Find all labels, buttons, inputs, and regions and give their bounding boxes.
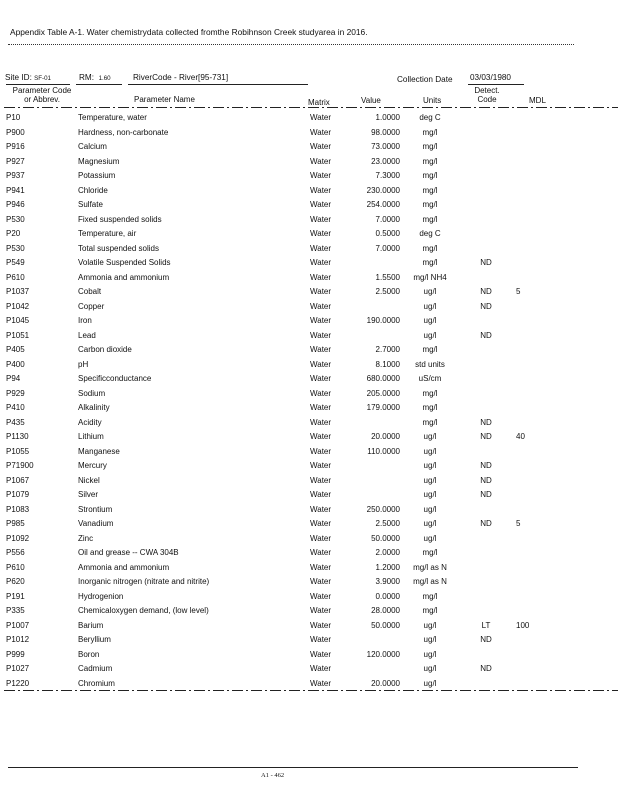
value-cell: 8.1000 bbox=[375, 359, 400, 369]
table-row bbox=[0, 648, 618, 663]
param-code-cell: P530 bbox=[6, 243, 25, 253]
collection-date-label: Collection Date bbox=[397, 75, 453, 84]
detect-code-cell: ND bbox=[480, 417, 492, 427]
table-row bbox=[0, 430, 618, 445]
value-cell: 73.0000 bbox=[371, 142, 400, 151]
units-cell: ug/l bbox=[423, 620, 437, 630]
detect-code-cell: ND bbox=[480, 287, 492, 296]
param-name-cell: Mercury bbox=[78, 461, 107, 470]
col-header-mdl: MDL bbox=[529, 96, 546, 105]
units-cell: ug/l bbox=[423, 533, 437, 543]
value-cell: 1.2000 bbox=[375, 562, 400, 572]
units-cell: ug/l bbox=[423, 678, 437, 688]
param-name-cell: Zinc bbox=[78, 533, 94, 543]
param-code-cell: P549 bbox=[6, 258, 25, 267]
value-cell: 1.0000 bbox=[375, 113, 400, 122]
date-underline bbox=[468, 84, 524, 85]
header-divider bbox=[4, 107, 618, 108]
value-cell: 120.0000 bbox=[366, 649, 400, 659]
matrix-cell: Water bbox=[310, 562, 332, 572]
site-underline bbox=[6, 84, 70, 85]
value-cell: 680.0000 bbox=[366, 374, 400, 383]
units-cell: ug/l bbox=[423, 504, 437, 514]
param-code-cell: P191 bbox=[6, 591, 25, 601]
table-row bbox=[0, 517, 618, 532]
table-title: Appendix Table A-1. Water chemistrydata collected fromthe Robihnson Creek studyarea in 2016. bbox=[10, 27, 368, 37]
param-name-cell: Silver bbox=[78, 490, 99, 499]
table-row bbox=[0, 169, 618, 184]
param-name-cell: Lead bbox=[78, 330, 96, 340]
units-cell: mg/l bbox=[422, 200, 438, 209]
matrix-cell: Water bbox=[310, 243, 332, 253]
matrix-cell: Water bbox=[310, 678, 332, 688]
param-name-cell: Chemicaloxygen demand, (low level) bbox=[78, 606, 209, 615]
param-code-cell: P941 bbox=[6, 185, 25, 195]
param-code-cell: P400 bbox=[6, 359, 25, 369]
param-code-cell: P1083 bbox=[6, 504, 30, 514]
param-name-cell: Magnesium bbox=[78, 156, 120, 166]
param-name-cell: Lithium bbox=[78, 432, 104, 441]
units-cell: mg/l NH4 bbox=[413, 272, 447, 282]
param-code-cell: P435 bbox=[6, 417, 25, 427]
matrix-cell: Water bbox=[310, 490, 332, 499]
table-row bbox=[0, 633, 618, 648]
param-name-cell: Alkalinity bbox=[78, 403, 110, 412]
param-code-cell: P1012 bbox=[6, 635, 30, 644]
table-row bbox=[0, 285, 618, 300]
table-row bbox=[0, 546, 618, 561]
mdl-cell: 100 bbox=[516, 620, 530, 630]
units-cell: ug/l bbox=[423, 475, 437, 485]
units-cell: ug/l bbox=[423, 649, 437, 659]
param-code-cell: P1055 bbox=[6, 446, 30, 456]
table-row bbox=[0, 198, 618, 213]
value-cell: 98.0000 bbox=[371, 127, 400, 137]
param-code-cell: P1051 bbox=[6, 330, 30, 340]
param-code-cell: P1130 bbox=[6, 432, 29, 441]
value-cell: 3.9000 bbox=[375, 577, 400, 586]
param-code-cell: P916 bbox=[6, 142, 25, 151]
matrix-cell: Water bbox=[310, 417, 332, 427]
param-code-cell: P10 bbox=[6, 113, 21, 122]
matrix-cell: Water bbox=[310, 475, 332, 485]
matrix-cell: Water bbox=[310, 301, 332, 311]
param-name-cell: Potassium bbox=[78, 171, 116, 180]
units-cell: mg/l bbox=[422, 127, 438, 137]
site-id bbox=[5, 73, 51, 82]
matrix-cell: Water bbox=[310, 533, 332, 543]
col-header-param-name: Parameter Name bbox=[134, 95, 195, 104]
param-name-cell: Temperature, water bbox=[78, 113, 147, 122]
table-row bbox=[0, 401, 618, 416]
detect-code-cell: ND bbox=[480, 519, 492, 528]
table-row bbox=[0, 387, 618, 402]
param-code-cell: P937 bbox=[6, 171, 25, 180]
detect-code-cell: ND bbox=[480, 301, 492, 311]
units-cell: std units bbox=[415, 359, 445, 369]
detect-code-cell: ND bbox=[480, 330, 492, 340]
param-name-cell: Temperature, air bbox=[78, 229, 137, 238]
param-name-cell: Strontium bbox=[78, 504, 113, 514]
table-row bbox=[0, 155, 618, 170]
river-mile bbox=[79, 73, 111, 82]
value-cell: 205.0000 bbox=[366, 388, 400, 398]
units-cell: mg/l bbox=[422, 142, 438, 151]
matrix-cell: Water bbox=[310, 504, 332, 514]
units-cell: mg/l as N bbox=[413, 562, 447, 572]
param-code-cell: P71900 bbox=[6, 461, 34, 470]
detect-code-cell: ND bbox=[480, 432, 492, 441]
param-name-cell: Beryllium bbox=[78, 635, 111, 644]
param-code-cell: P999 bbox=[6, 649, 25, 659]
col-header-param-code: Parameter Code or Abbrev. bbox=[12, 86, 72, 104]
table-row bbox=[0, 619, 618, 634]
site-id-label: Site ID: bbox=[5, 73, 32, 82]
matrix-cell: Water bbox=[310, 185, 332, 195]
value-cell: 110.0000 bbox=[367, 446, 400, 456]
units-cell: mg/l bbox=[422, 171, 438, 180]
param-name-cell: Nickel bbox=[78, 475, 100, 485]
value-cell: 7.0000 bbox=[375, 214, 400, 224]
table-row bbox=[0, 416, 618, 431]
detect-code-cell: ND bbox=[480, 475, 492, 485]
value-cell: 50.0000 bbox=[371, 620, 400, 630]
matrix-cell: Water bbox=[310, 591, 332, 601]
matrix-cell: Water bbox=[310, 200, 332, 209]
units-cell: mg/l bbox=[422, 214, 438, 224]
units-cell: mg/l bbox=[422, 156, 438, 166]
table-row bbox=[0, 111, 618, 126]
matrix-cell: Water bbox=[310, 287, 332, 296]
param-name-cell: Sodium bbox=[78, 388, 106, 398]
value-cell: 20.0000 bbox=[371, 432, 400, 441]
param-name-cell: Ammonia and ammonium bbox=[78, 272, 170, 282]
param-code-cell: P405 bbox=[6, 345, 25, 354]
param-name-cell: Carbon dioxide bbox=[78, 345, 132, 354]
table-row bbox=[0, 575, 618, 590]
units-cell: ug/l bbox=[423, 461, 437, 470]
value-cell: 20.0000 bbox=[371, 678, 400, 688]
site-id-value: SF-01 bbox=[34, 75, 51, 82]
collection-date-value: 03/03/1980 bbox=[470, 73, 511, 82]
matrix-cell: Water bbox=[310, 345, 332, 354]
param-code-cell: P1045 bbox=[6, 316, 30, 325]
matrix-cell: Water bbox=[310, 461, 332, 470]
table-row bbox=[0, 213, 618, 228]
table-row bbox=[0, 126, 618, 141]
units-cell: deg C bbox=[419, 229, 441, 238]
table-row bbox=[0, 590, 618, 605]
table-row bbox=[0, 503, 618, 518]
title-dotted-divider bbox=[8, 44, 574, 45]
param-code-cell: P1079 bbox=[6, 490, 30, 499]
rm-value: 1.60 bbox=[98, 75, 111, 82]
param-code-cell: P1037 bbox=[6, 287, 30, 296]
detect-code-cell: ND bbox=[480, 664, 492, 673]
matrix-cell: Water bbox=[310, 359, 332, 369]
footer-rule bbox=[8, 767, 578, 768]
col-header-detect-code: Detect. Code bbox=[474, 86, 500, 104]
table-bottom-divider bbox=[4, 690, 618, 691]
param-name-cell: Chromium bbox=[78, 678, 115, 688]
matrix-cell: Water bbox=[310, 156, 332, 166]
value-cell: 2.7000 bbox=[375, 345, 400, 354]
param-name-cell: Specificconductance bbox=[78, 374, 152, 383]
col-header-matrix: Matrix bbox=[308, 98, 330, 107]
matrix-cell: Water bbox=[310, 388, 332, 398]
units-cell: deg C bbox=[419, 113, 441, 122]
units-cell: ug/l bbox=[423, 330, 437, 340]
detect-code-cell: LT bbox=[481, 620, 491, 630]
param-name-cell: Sulfate bbox=[78, 200, 103, 209]
param-code-cell: P20 bbox=[6, 229, 21, 238]
value-cell: 50.0000 bbox=[371, 533, 400, 543]
units-cell: mg/l bbox=[422, 403, 438, 412]
value-cell: 23.0000 bbox=[371, 156, 400, 166]
table-row bbox=[0, 256, 618, 271]
units-cell: mg/l bbox=[422, 258, 438, 267]
mdl-cell: 5 bbox=[516, 287, 521, 296]
param-code-cell: P556 bbox=[6, 548, 25, 557]
value-cell: 250.0000 bbox=[366, 504, 400, 514]
matrix-cell: Water bbox=[310, 403, 332, 412]
table-row bbox=[0, 140, 618, 155]
col-header-value: Value bbox=[361, 96, 381, 105]
page-number: A1 - 462 bbox=[261, 772, 285, 779]
units-cell: mg/l bbox=[422, 417, 438, 427]
param-name-cell: Ammonia and ammonium bbox=[78, 562, 170, 572]
param-code-cell: P335 bbox=[6, 606, 25, 615]
matrix-cell: Water bbox=[310, 446, 332, 456]
value-cell: 0.5000 bbox=[375, 229, 400, 238]
param-code-cell: P610 bbox=[6, 562, 25, 572]
param-name-cell: Manganese bbox=[78, 446, 120, 456]
param-name-cell: Fixed suspended solids bbox=[78, 214, 162, 224]
matrix-cell: Water bbox=[310, 432, 332, 441]
param-name-cell: Volatile Suspended Solids bbox=[78, 258, 171, 267]
param-name-cell: Copper bbox=[78, 301, 105, 311]
param-code-cell: P1042 bbox=[6, 301, 30, 311]
mdl-cell: 5 bbox=[516, 519, 521, 528]
param-code-cell: P1220 bbox=[6, 678, 30, 688]
param-name-cell: Cobalt bbox=[78, 287, 102, 296]
table-row bbox=[0, 604, 618, 619]
matrix-cell: Water bbox=[310, 606, 332, 615]
param-code-cell: P929 bbox=[6, 388, 25, 398]
param-code-cell: P946 bbox=[6, 200, 25, 209]
table-row bbox=[0, 445, 618, 460]
table-row bbox=[0, 677, 618, 692]
value-cell: 179.0000 bbox=[366, 403, 400, 412]
param-code-cell: P1027 bbox=[6, 664, 30, 673]
value-cell: 190.0000 bbox=[366, 316, 400, 325]
value-cell: 2.5000 bbox=[375, 287, 400, 296]
value-cell: 2.5000 bbox=[375, 519, 400, 528]
param-name-cell: Calcium bbox=[78, 142, 107, 151]
matrix-cell: Water bbox=[310, 548, 332, 557]
table-row bbox=[0, 488, 618, 503]
param-code-cell: P620 bbox=[6, 577, 25, 586]
param-code-cell: P410 bbox=[6, 403, 25, 412]
table-row bbox=[0, 459, 618, 474]
units-cell: ug/l bbox=[423, 301, 437, 311]
units-cell: ug/l bbox=[423, 446, 437, 456]
table-row bbox=[0, 227, 618, 242]
value-cell: 7.3000 bbox=[375, 171, 400, 180]
matrix-cell: Water bbox=[310, 258, 332, 267]
units-cell: ug/l bbox=[423, 432, 437, 441]
matrix-cell: Water bbox=[310, 635, 332, 644]
matrix-cell: Water bbox=[310, 649, 332, 659]
param-code-cell: P610 bbox=[6, 272, 25, 282]
units-cell: mg/l bbox=[422, 243, 438, 253]
value-cell: 254.0000 bbox=[366, 200, 400, 209]
value-cell: 7.0000 bbox=[375, 243, 400, 253]
param-name-cell: Cadmium bbox=[78, 664, 113, 673]
value-cell: 1.5500 bbox=[375, 272, 400, 282]
detect-code-cell: ND bbox=[480, 635, 492, 644]
param-name-cell: Oil and grease -- CWA 304B bbox=[78, 548, 179, 557]
matrix-cell: Water bbox=[310, 577, 332, 586]
param-name-cell: Inorganic nitrogen (nitrate and nitrite) bbox=[78, 577, 210, 586]
rm-underline bbox=[76, 84, 122, 85]
param-name-cell: Hardness, non-carbonate bbox=[78, 127, 169, 137]
matrix-cell: Water bbox=[310, 620, 332, 630]
units-cell: ug/l bbox=[423, 490, 437, 499]
matrix-cell: Water bbox=[310, 664, 332, 673]
table-row bbox=[0, 372, 618, 387]
table-row bbox=[0, 474, 618, 489]
matrix-cell: Water bbox=[310, 171, 332, 180]
units-cell: mg/l bbox=[422, 548, 438, 557]
matrix-cell: Water bbox=[310, 316, 332, 325]
units-cell: mg/l bbox=[422, 345, 438, 354]
detect-code-cell: ND bbox=[480, 258, 492, 267]
units-cell: ug/l bbox=[423, 664, 437, 673]
table-row bbox=[0, 358, 618, 373]
param-name-cell: Total suspended solids bbox=[78, 243, 159, 253]
matrix-cell: Water bbox=[310, 330, 332, 340]
param-code-cell: P1007 bbox=[6, 620, 30, 630]
param-code-cell: P94 bbox=[6, 374, 21, 383]
col-header-units: Units bbox=[423, 96, 442, 105]
units-cell: ug/l bbox=[423, 287, 437, 296]
units-cell: ug/l bbox=[423, 316, 437, 325]
matrix-cell: Water bbox=[310, 113, 332, 122]
units-cell: ug/l bbox=[423, 635, 437, 644]
param-name-cell: Hydrogenion bbox=[78, 591, 124, 601]
rm-label: RM: bbox=[79, 73, 95, 82]
param-code-cell: P985 bbox=[6, 519, 25, 528]
table-row bbox=[0, 329, 618, 344]
river-code: RiverCode - River[95-731] bbox=[133, 73, 229, 82]
param-name-cell: Vanadium bbox=[78, 519, 114, 528]
param-code-cell: P927 bbox=[6, 156, 25, 166]
value-cell: 0.0000 bbox=[375, 591, 400, 601]
matrix-cell: Water bbox=[310, 142, 332, 151]
matrix-cell: Water bbox=[310, 127, 332, 137]
param-code-cell: P900 bbox=[6, 127, 25, 137]
table-row bbox=[0, 561, 618, 576]
param-code-cell: P1092 bbox=[6, 533, 30, 543]
table-row bbox=[0, 271, 618, 286]
table-row bbox=[0, 343, 618, 358]
units-cell: mg/l bbox=[422, 591, 438, 601]
table-row bbox=[0, 532, 618, 547]
matrix-cell: Water bbox=[310, 229, 332, 238]
table-row bbox=[0, 300, 618, 315]
param-name-cell: pH bbox=[78, 359, 89, 369]
table-row bbox=[0, 662, 618, 677]
detect-code-cell: ND bbox=[480, 490, 492, 499]
param-name-cell: Chloride bbox=[78, 185, 108, 195]
table-row bbox=[0, 314, 618, 329]
param-name-cell: Barium bbox=[78, 620, 104, 630]
mdl-cell: 40 bbox=[516, 432, 525, 441]
matrix-cell: Water bbox=[310, 214, 332, 224]
value-cell: 2.0000 bbox=[375, 548, 400, 557]
table-row bbox=[0, 242, 618, 257]
units-cell: mg/l bbox=[422, 388, 438, 398]
matrix-cell: Water bbox=[310, 519, 332, 528]
matrix-cell: Water bbox=[310, 272, 332, 282]
data-table-body bbox=[0, 111, 618, 691]
param-name-cell: Iron bbox=[78, 316, 92, 325]
value-cell: 28.0000 bbox=[371, 606, 400, 615]
matrix-cell: Water bbox=[310, 374, 332, 383]
table-row bbox=[0, 184, 618, 199]
param-name-cell: Boron bbox=[78, 649, 100, 659]
value-cell: 230.0000 bbox=[366, 185, 400, 195]
detect-code-cell: ND bbox=[480, 461, 492, 470]
units-cell: mg/l bbox=[422, 606, 438, 615]
param-name-cell: Acidity bbox=[78, 417, 102, 427]
param-code-cell: P1067 bbox=[6, 475, 30, 485]
units-cell: ug/l bbox=[423, 519, 437, 528]
river-code-underline bbox=[128, 84, 308, 85]
units-cell: mg/l as N bbox=[413, 577, 447, 586]
units-cell: mg/l bbox=[422, 185, 438, 195]
units-cell: uS/cm bbox=[418, 374, 442, 383]
param-code-cell: P530 bbox=[6, 214, 25, 224]
